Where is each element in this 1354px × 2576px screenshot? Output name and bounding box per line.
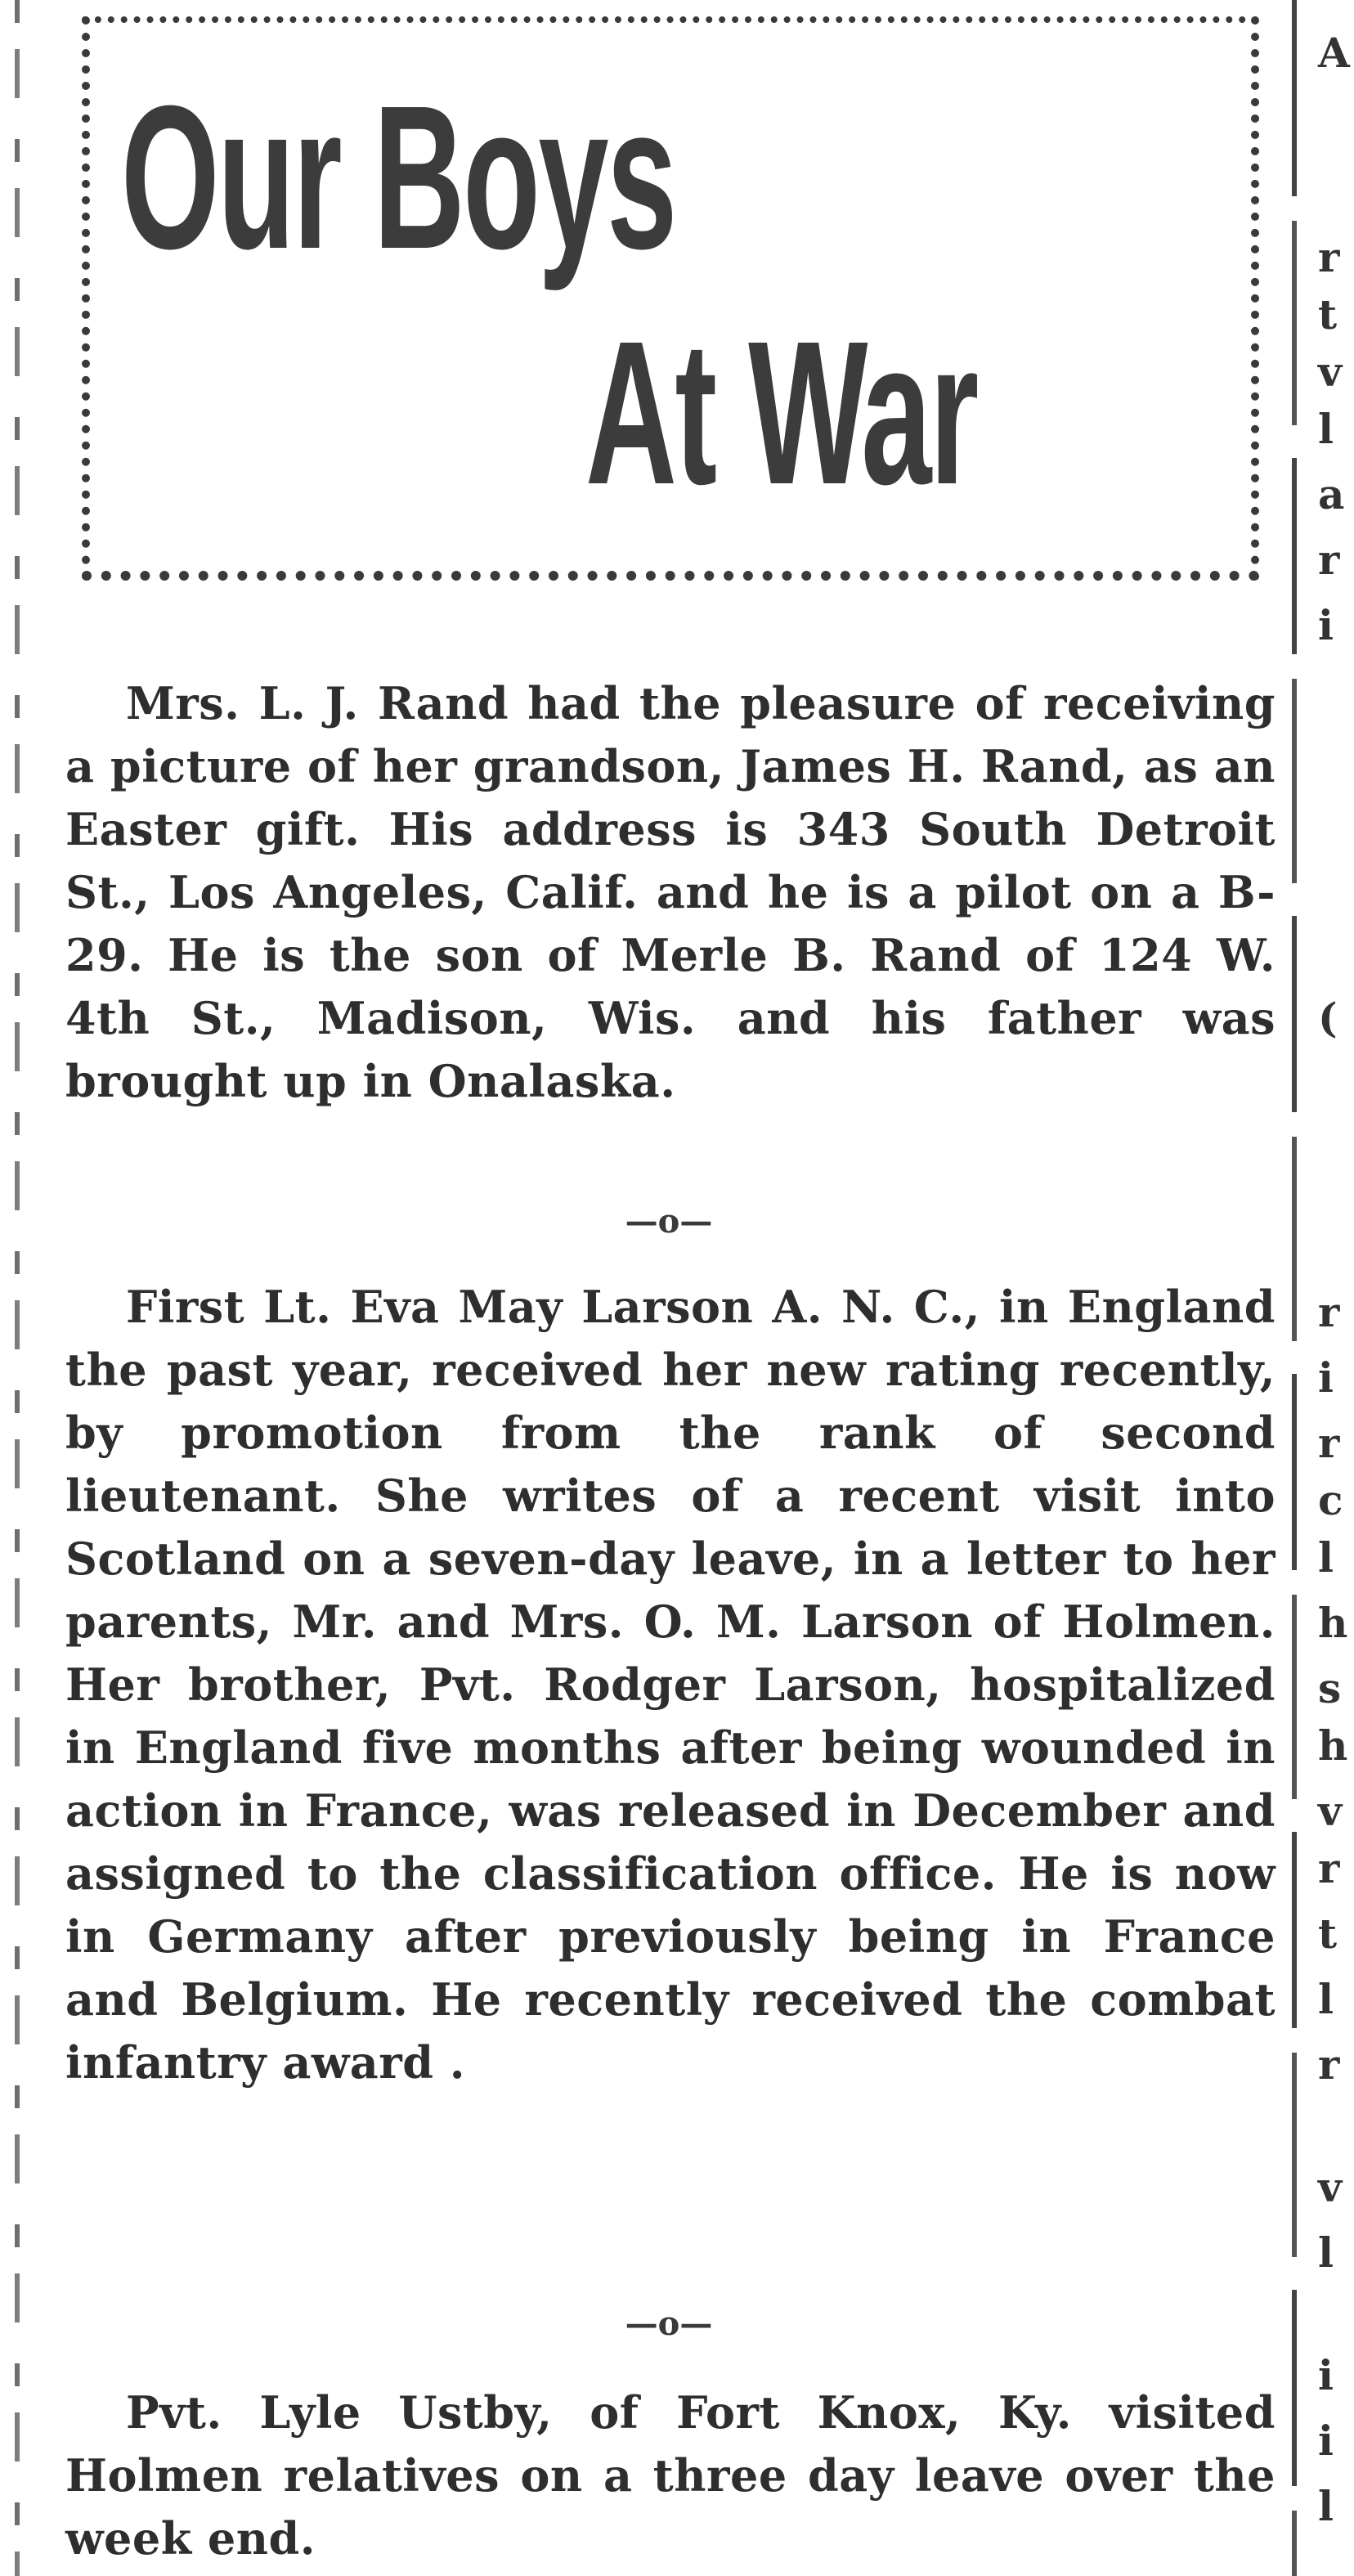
fragment-letter: ( bbox=[1318, 994, 1338, 1042]
fragment-letter: i bbox=[1318, 601, 1334, 649]
fragment-letter: l bbox=[1318, 2482, 1334, 2530]
headline-line-1: Our Boys bbox=[121, 63, 675, 291]
article-text: First Lt. Eva May Larson A. N. C., in England the past year, received her new rating recently, by promotion from the rank of second lieutenant. She writes of a recent visit into Scotland on a seven-day leave, in a letter to her parents, Mr. and Mrs. O. M. Larson of Holmen. Her brother, Pvt. Rodger Larson, hospitalized in England five months after being wounded in action in France, was released in December and assigned to the classification office. He is now in Germany after previously being in France and Belgium. He recently received the combat infantry award . bbox=[65, 1281, 1276, 2089]
fragment-letter: l bbox=[1318, 1533, 1334, 1582]
left-column-rule bbox=[15, 0, 20, 2576]
fragment-letter: r bbox=[1318, 1288, 1340, 1336]
fragment-letter: l bbox=[1318, 1975, 1334, 2023]
fragment-letter: v bbox=[1318, 348, 1343, 396]
fragment-letter: h bbox=[1318, 1721, 1348, 1770]
fragment-letter: t bbox=[1318, 290, 1338, 339]
separator: —o— bbox=[625, 2304, 713, 2343]
fragment-letter: t bbox=[1318, 1910, 1338, 1958]
right-column-rule bbox=[1292, 0, 1297, 2576]
fragment-letter: c bbox=[1318, 1476, 1343, 1524]
fragment-letter: r bbox=[1318, 1844, 1340, 1892]
headline-line-2: At War bbox=[585, 298, 977, 527]
article-ustby bbox=[65, 2381, 1276, 2570]
fragment-letter: a bbox=[1318, 470, 1345, 518]
fragment-letter: i bbox=[1318, 1353, 1334, 1402]
fragment-letter: A bbox=[1318, 29, 1350, 77]
fragment-letter: r bbox=[1318, 1419, 1340, 1467]
fragment-letter: r bbox=[1318, 2040, 1340, 2089]
separator: —o— bbox=[625, 1202, 713, 1241]
article-larson bbox=[65, 1276, 1276, 2094]
fragment-letter: l bbox=[1318, 2228, 1334, 2277]
fragment-letter: v bbox=[1318, 2163, 1343, 2211]
adjacent-column-fragments bbox=[1308, 0, 1354, 2576]
fragment-letter: v bbox=[1318, 1787, 1343, 1835]
fragment-letter: i bbox=[1318, 2351, 1334, 2399]
fragment-letter: s bbox=[1318, 1664, 1342, 1712]
fragment-letter: r bbox=[1318, 233, 1340, 281]
article-rand bbox=[65, 672, 1276, 1113]
fragment-letter: i bbox=[1318, 2417, 1334, 2465]
fragment-letter: l bbox=[1318, 405, 1334, 453]
fragment-letter: r bbox=[1318, 536, 1340, 584]
fragment-letter: h bbox=[1318, 1599, 1348, 1647]
article-text: Pvt. Lyle Ustby, of Fort Knox, Ky. visited Holmen relatives on a three day leave over the week end. bbox=[65, 2386, 1276, 2565]
article-text: Mrs. L. J. Rand had the pleasure of receiving a picture of her grandson, James H. Rand, as an Easter gift. His address is 343 South Detroit St., Los Angeles, Calif. and he is a pilot on a B-29. He is the son of Merle B. Rand of 124 W. 4th St., Madison, Wis. and his father was brought up in Onalaska. bbox=[65, 677, 1276, 1107]
